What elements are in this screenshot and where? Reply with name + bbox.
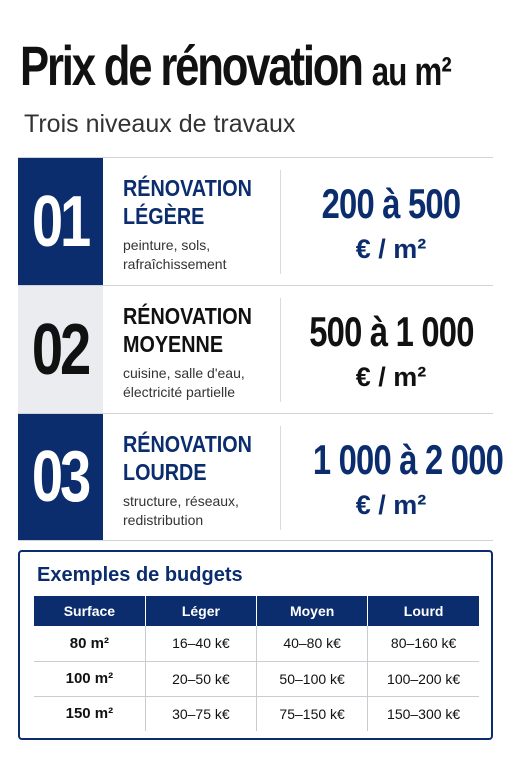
table-row [34, 626, 479, 661]
tier-price [286, 308, 496, 356]
tier-price-unit: € / m² [355, 490, 427, 520]
table-row [34, 696, 479, 731]
table-cell: 150–300 k€ [387, 705, 461, 722]
budget-examples-panel [18, 550, 493, 740]
tier-heavy [18, 413, 504, 541]
table-row [34, 661, 479, 696]
tier-price-value: 200 à 500 [321, 180, 461, 227]
tier-divider [280, 298, 281, 402]
table-cell: 20–50 k€ [145, 661, 256, 696]
tier-number: 03 [32, 437, 89, 517]
tier-name: RÉNOVATION LOURDE [123, 431, 252, 485]
page-title-unit: au m² [371, 50, 452, 94]
table-cell: 16–40 k€ [145, 626, 256, 661]
budget-table [34, 596, 479, 731]
tier-number-block [18, 286, 103, 413]
tier-number-block [18, 414, 103, 540]
page-subtitle: Trois niveaux de travaux [24, 110, 296, 138]
tier-name: RÉNOVATION LÉGÈRE [123, 175, 252, 229]
table-cell: 50–100 k€ [257, 661, 368, 696]
tier-medium [18, 285, 493, 413]
tier-description: structure, réseaux, redistribution [123, 493, 239, 528]
tier-price-unit: € / m² [355, 362, 427, 392]
page-title [20, 30, 452, 108]
table-cell: 75–150 k€ [257, 696, 368, 731]
table-cell: 80–160 k€ [368, 626, 479, 661]
tier-price-unit: € / m² [355, 234, 427, 264]
column-header: Léger [145, 596, 256, 626]
tier-price [286, 180, 496, 228]
tier-number: 01 [32, 181, 89, 262]
tier-price-value: 500 à 1 000 [309, 308, 474, 355]
table-cell-surface: 80 m² [34, 626, 145, 661]
column-header: Moyen [257, 596, 368, 626]
tier-name: RÉNOVATION MOYENNE [123, 303, 252, 357]
tier-number-block [18, 158, 103, 285]
table-cell: 100–200 k€ [368, 661, 479, 696]
tier-light [18, 157, 493, 285]
table-cell: 30–75 k€ [145, 696, 256, 731]
budget-table-header-row [34, 596, 479, 626]
table-cell-surface: 100 m² [34, 661, 145, 696]
table-cell: 40–80 k€ [257, 626, 368, 661]
tier-price-value: 1 000 à 2 000 [312, 436, 504, 483]
budget-title: Exemples de budgets [37, 564, 243, 586]
tier-divider [280, 426, 281, 530]
column-header: Surface [34, 596, 145, 626]
table-cell-surface: 150 m² [34, 696, 145, 731]
tier-number: 02 [32, 309, 89, 390]
column-header: Lourd [368, 596, 479, 626]
tier-description: peinture, sols, rafraîchissement [123, 237, 227, 272]
tier-description: cuisine, salle d'eau, électricité partielle [123, 365, 245, 400]
tier-price [286, 436, 504, 484]
page-title-main: Prix de rénovation [20, 34, 372, 97]
tier-divider [280, 170, 281, 274]
